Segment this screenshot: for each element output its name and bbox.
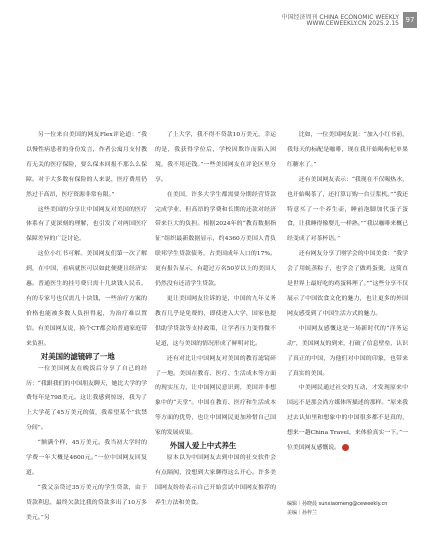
paragraph: 这位小红书可解。美国网友们第一次了解到，在中国，看病就医可以如此便捷且经济实惠。普通医生的挂号费只需十几块钱人民币，有的专家号也仅需几十块钱，一些治疗方案的价格也能被多数人负担得起，为治疗难以置信。有美国网友说，换个CT都会给普通家庭带来负担。 [26, 251, 147, 347]
paragraph: 比如，一位美国网友说：“加入小红书前，我每天的标配是咖啡，现在我开始喝枸杞单果红糖水了。” [287, 132, 408, 168]
paragraph: 另一位来自美国的网友Flex评论道：“我以慢性病患者的身份发言，作者公寓月支付教育无关的医疗保险，要么保本回报不那么么保障。对于大多数有保险的人来说，医疗费用仍然过于高昂，医疗资源非常有限。” [26, 132, 147, 198]
paragraph: “额满个样，45万美元。我当初大学时的学费一年大概是4600元。”一位中国网友回复道。 [26, 440, 147, 476]
article-column-2 [155, 128, 276, 511]
editor-credit: 编辑｜孙晓晨 sunxiaomeng@ceweekly.cn [287, 501, 388, 507]
page-number: 97 [403, 12, 417, 28]
section-heading: 外国人爱上中式养生 [169, 441, 237, 451]
page-header [0, 0, 427, 38]
paragraph: “我父亲贷过35万美元的学生贷款，由于贷款利息，最终欠款比我的贷款多出了10万多美元。”另 [26, 484, 147, 521]
paragraph: 还有对比让中国网友对美国的教育滤镜碎了一地。美国在教育、医疗、生活成本等方面的现实压力，让中国网民意识到，美国并非想象中的“天堂”。中国在教育、医疗和生活成本等方面的优势，也让中国网民更加珍惜自己国家的发展成果。 [155, 355, 276, 437]
paragraph: 还有美国网友表示：“我现在不仅喝热水，也开始喝茶了，还打算订购一台豆浆机。”“我还特意买了一个养生壶，睡前泡脚加代蛋子蛋食，让我睡得像婴儿一样熟。”“我以咖啡来概已经变成了对茶杯语。” [287, 176, 408, 243]
paragraph-text: 中美网民通过社交的互动，才发现原来中国远不是那会尚方媒体所描述的那样。“原来我过去认知里和想象中的中国很多都不是真的，想来一趟China Travel，来体验真实一下。”一位美国网友感慨说。 [287, 385, 408, 452]
paragraph: 一位美国网友在晚饭后分享了自己的经历：“我跟我们的中国朋友聊天，她比大学的学费每年是798美元。这让我感到惊讶，我为了上大学花了45万美元的债，我希望某个”软禁分间”。 [26, 365, 147, 432]
paragraph: 还有网友分享了刚学会的中国美食：“我学会了用蚝蒸粽子，也学会了做鸡蛋羹，这简直是世界上最好吃的鸡蛋料理了。”“这些分享不仅展示了中国饮食文化的魅力，也让更多的外国网友感受到了中国生活方式的魅力。 [287, 251, 408, 317]
paragraph: 中国网友感慨这是一场新时代的“洋务运动”，美国网友的到来，打破了信息壁垒，认识了真正的中国，为他们对中国的印象，也带来了真实的美国。 [287, 325, 408, 377]
website-date: WWW.CEWEEKLY.CN 2025.2.15 [306, 20, 399, 27]
paragraph: 原本以为中国网友去到中国的社交软件会有点隔阂，没想到大家聊得这么开心。许多美国网友纷纷表示自己开始尝试中国网友推荐的养生方法和美食。 [155, 455, 276, 506]
article-column-1 [26, 128, 147, 526]
credits [287, 500, 387, 518]
paragraph: 更让美国网友往诉的是，中国的九年义务教育几乎是免费的，即使进入大学，国家也提供助学贷款等支持政策，让学者压力变得微不足道，这与美国的情况形成了鲜明对比。 [155, 295, 276, 347]
article-column-3 [287, 128, 408, 456]
paragraph: 了上大学，我不得不贷款10万美元，幸运的是，我获得学位后，学校因欺诈而陷入困境，我不用还钱。”一些美国网友在评论区里分享。 [155, 132, 276, 183]
paragraph: 在美国，许多大学生都需要分期经营贷款完成学业，但高昂的学费和长期的还款对经济带来巨大的负担。根据2024年的“教育数据指征”组织最新数据显示，约4360万美国人背负联邦学生贷款债务，占美国成年人口的17%。更有报告显示，有超过万名50岁以上的美国人仍然没有还清学生贷款。 [155, 191, 276, 288]
publication-name: 中国经济周刊 CHINA ECONOMIC WEEKLY [281, 14, 399, 21]
designer-credit: 美编｜孙梓兰 [287, 510, 318, 516]
paragraph: 这些美国的分享让中国网友对美国的医疗体系有了更深刻的理解，也引发了对两国医疗保障差异的广泛讨论。 [26, 206, 147, 243]
section-heading: 对美国的滤镜碎了一地 [40, 351, 115, 361]
paragraph-last [287, 381, 408, 456]
end-mark-icon [342, 444, 349, 451]
